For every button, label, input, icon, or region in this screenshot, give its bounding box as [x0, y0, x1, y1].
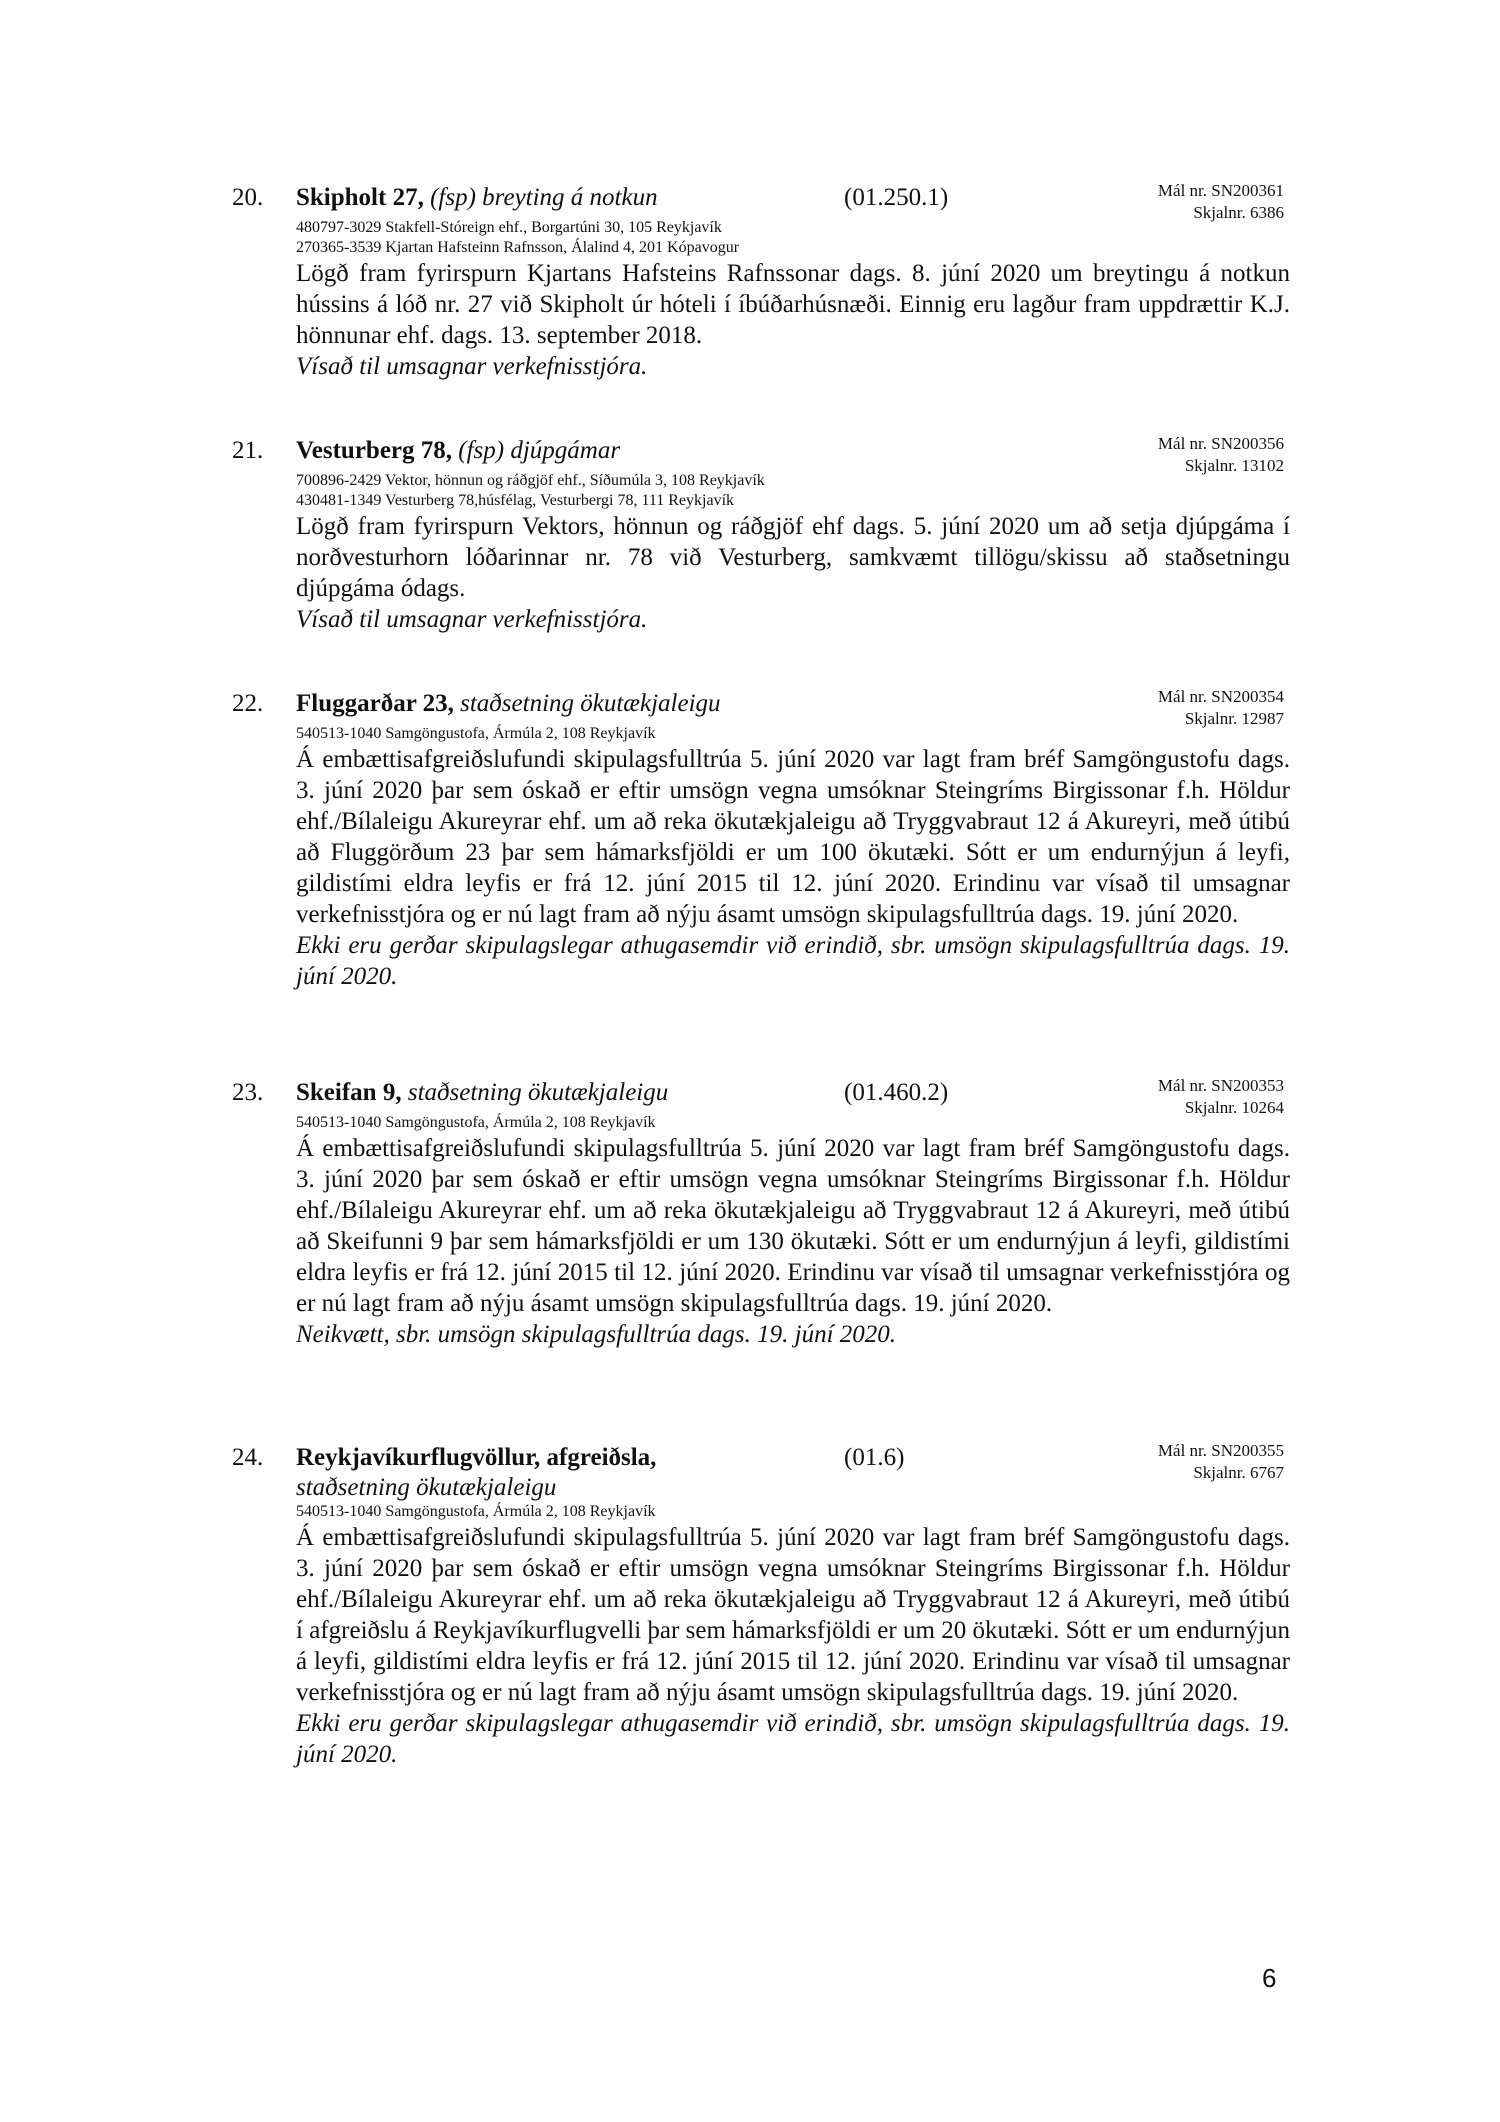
item-title: [296, 1079, 668, 1107]
item-address: Skipholt 27,: [296, 184, 424, 211]
agenda-item-21: [232, 434, 1290, 635]
item-decision: Vísað til umsagnar verkefnisstjóra.: [296, 353, 648, 380]
applicant-list: [296, 1113, 1290, 1133]
applicant: 540513-1040 Samgöngustofa, Ármúla 2, 108 Reykjavík: [296, 725, 656, 742]
applicant: 700896-2429 Vektor, hönnun og ráðgjöf ehf., Síðumúla 3, 108 Reykjavík: [296, 472, 765, 489]
item-header: [232, 687, 1290, 728]
item-decision: Ekki eru gerðar skipulagslegar athugasemdir við erindið, sbr. umsögn skipulagsfulltrúa dags. 19. júní 2020.: [296, 932, 1290, 990]
item-decision: Ekki eru gerðar skipulagslegar athugasemdir við erindið, sbr. umsögn skipulagsfulltrúa dags. 19. júní 2020.: [296, 1710, 1290, 1768]
item-title: [296, 184, 658, 212]
applicant: 540513-1040 Samgöngustofa, Ármúla 2, 108 Reykjavík: [296, 1114, 656, 1131]
applicant-list: [296, 218, 1290, 258]
item-subject: staðsetning ökutækjaleigu: [296, 1474, 557, 1501]
applicant: 480797-3029 Stakfell-Stóreign ehf., Borgartúni 30, 105 Reykjavík: [296, 219, 722, 236]
item-number: 20.: [232, 184, 264, 211]
item-number: 22.: [232, 690, 264, 717]
item-header: [232, 1076, 1290, 1117]
item-land-code: (01.250.1): [844, 184, 949, 211]
item-subject: staðsetning ökutækjaleigu: [407, 1079, 669, 1106]
item-number: 23.: [232, 1079, 264, 1106]
agenda-item-23: [232, 1076, 1290, 1350]
item-header: [232, 434, 1290, 475]
document-number: Skjalnr. 6767: [1193, 1463, 1284, 1482]
case-number: Mál nr. SN200356: [1157, 434, 1284, 453]
case-number: Mál nr. SN200355: [1157, 1441, 1284, 1460]
item-title: [296, 1444, 656, 1472]
case-number: Mál nr. SN200353: [1157, 1076, 1284, 1095]
item-header: [232, 1441, 1290, 1482]
item-subject: (fsp) breyting á notkun: [430, 184, 658, 211]
document-number: Skjalnr. 6386: [1193, 203, 1284, 222]
item-address: Fluggarðar 23,: [296, 690, 454, 717]
agenda-item-22: [232, 687, 1290, 992]
applicant: 270365-3539 Kjartan Hafsteinn Rafnsson, Álalind 4, 201 Kópavogur: [296, 239, 740, 256]
item-body: Á embættisafgreiðslufundi skipulagsfulltrúa 5. júní 2020 var lagt fram bréf Samgöngustofu dags. 3. júní 2020 þar sem óskað er eftir umsögn vegna umsóknar Steingríms Birgissonar f.h. Höldur ehf./Bílaleigu Akureyrar ehf. um að reka ökutækjaleigu að Tryggvabraut 12 á Akureyri, með útibú í afgreiðslu á Reykjavíkurflugvelli þar sem hámarksfjöldi er um 20 ökutæki. Sótt er um endurnýjun á leyfi, gildistími eldra leyfis er frá 12. júní 2015 til 12. júní 2020. Erindinu var vísað til umsagnar verkefnisstjóra og er nú lagt fram að nýju ásamt umsögn skipulagsfulltrúa dags. 19. júní 2020.: [296, 1524, 1290, 1706]
item-body: Lögð fram fyrirspurn Vektors, hönnun og ráðgjöf ehf dags. 5. júní 2020 um að setja djúpgáma í norðvesturhorn lóðarinnar nr. 78 við Vesturberg, samkvæmt tillögu/skissu að staðsetningu djúpgáma ódags.: [296, 513, 1290, 602]
applicant: 540513-1040 Samgöngustofa, Ármúla 2, 108 Reykjavík: [296, 1503, 656, 1520]
item-title: [296, 437, 620, 465]
item-number: 21.: [232, 437, 264, 464]
item-body: Á embættisafgreiðslufundi skipulagsfulltrúa 5. júní 2020 var lagt fram bréf Samgöngustofu dags. 3. júní 2020 þar sem óskað er eftir umsögn vegna umsóknar Steingríms Birgissonar f.h. Höldur ehf./Bílaleigu Akureyrar ehf. um að reka ökutækjaleigu að Tryggvabraut 12 á Akureyri, með útibú að Fluggörðum 23 þar sem hámarksfjöldi er um 100 ökutæki. Sótt er um endurnýjun á leyfi, gildistími eldra leyfis er frá 12. júní 2015 til 12. júní 2020. Erindinu var vísað til umsagnar verkefnisstjóra og er nú lagt fram að nýju ásamt umsögn skipulagsfulltrúa dags. 19. júní 2020.: [296, 746, 1290, 928]
item-subject: staðsetning ökutækjaleigu: [460, 690, 721, 717]
item-reference: [1158, 433, 1284, 477]
agenda-item-20: [232, 181, 1290, 382]
case-number: Mál nr. SN200361: [1157, 181, 1284, 200]
item-address: Vesturberg 78,: [296, 437, 453, 464]
item-reference: [1158, 1440, 1284, 1484]
item-address: Reykjavíkurflugvöllur, afgreiðsla,: [296, 1444, 657, 1471]
item-title: [296, 690, 721, 718]
document-number: Skjalnr. 12987: [1184, 709, 1284, 728]
case-number: Mál nr. SN200354: [1157, 687, 1284, 706]
item-body: Á embættisafgreiðslufundi skipulagsfulltrúa 5. júní 2020 var lagt fram bréf Samgöngustofu dags. 3. júní 2020 þar sem óskað er eftir umsögn vegna umsóknar Steingríms Birgissonar f.h. Höldur ehf./Bílaleigu Akureyrar ehf. um að reka ökutækjaleigu að Tryggvabraut 12 á Akureyri, með útibú að Skeifunni 9 þar sem hámarksfjöldi er um 130 ökutæki. Sótt er um endurnýjun á leyfi, gildistími eldra leyfis er frá 12. júní 2015 til 12. júní 2020. Erindinu var vísað til umsagnar verkefnisstjóra og er nú lagt fram að nýju ásamt umsögn skipulagsfulltrúa dags. 19. júní 2020.: [296, 1135, 1290, 1317]
item-decision: Vísað til umsagnar verkefnisstjóra.: [296, 606, 648, 633]
item-land-code: (01.460.2): [844, 1079, 949, 1106]
item-reference: [1158, 1075, 1284, 1119]
applicant-list: [296, 724, 1290, 744]
document-number: Skjalnr. 10264: [1184, 1098, 1284, 1117]
applicant-list: [296, 1502, 1290, 1522]
item-body: Lögð fram fyrirspurn Kjartans Hafsteins Rafnssonar dags. 8. júní 2020 um breytingu á notkun hússins á lóð nr. 27 við Skipholt úr hóteli í íbúðarhúsnæði. Einnig eru lagður fram uppdrættir K.J. hönnunar ehf. dags. 13. september 2018.: [296, 260, 1290, 349]
item-reference: [1158, 686, 1284, 730]
document-number: Skjalnr. 13102: [1184, 456, 1284, 475]
item-land-code: (01.6): [844, 1444, 905, 1471]
item-reference: [1158, 180, 1284, 224]
item-header: [232, 181, 1290, 222]
applicant-list: [296, 471, 1290, 511]
item-decision: Neikvætt, sbr. umsögn skipulagsfulltrúa dags. 19. júní 2020.: [296, 1321, 897, 1348]
agenda-item-24: [232, 1441, 1290, 1770]
item-number: 24.: [232, 1444, 264, 1471]
page-number: 6: [1262, 1963, 1277, 1993]
item-subject: (fsp) djúpgámar: [458, 437, 621, 464]
applicant: 430481-1349 Vesturberg 78,húsfélag, Vesturbergi 78, 111 Reykjavík: [296, 492, 735, 509]
item-address: Skeifan 9,: [296, 1079, 402, 1106]
